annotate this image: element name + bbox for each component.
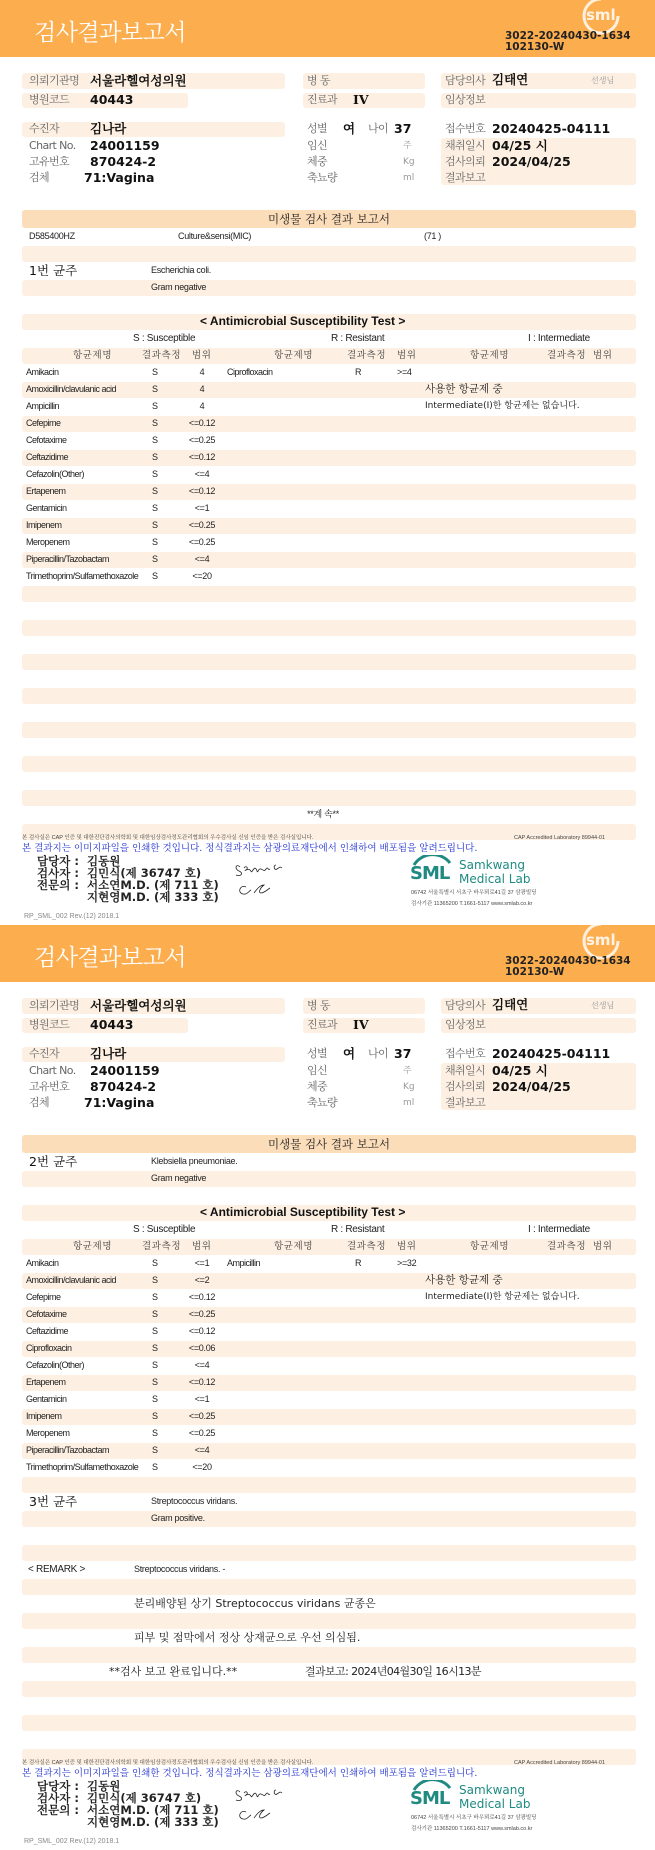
- cert-text: 본 검사실은 CAP 인증 및 대한진단검사의학회 및 대한임상검사정도관리협회의 우수검사실 신임 인증을 받은 검사실입니다.: [22, 1760, 314, 1766]
- row-stripe: [22, 1511, 636, 1527]
- info-id-label: 고유번호: [29, 155, 70, 168]
- drug-range: <=0.12: [188, 452, 216, 462]
- drug-range: <=4: [194, 469, 210, 479]
- drug-range: <=0.12: [188, 1292, 216, 1302]
- info-id-label: 고유번호: [29, 1080, 70, 1093]
- drug-result: S: [152, 571, 158, 581]
- drug-result: S: [152, 554, 158, 564]
- info-reported-label: 결과보고: [445, 171, 486, 184]
- row-stripe: [22, 620, 636, 636]
- isolate-gram: Gram negative: [151, 1173, 207, 1183]
- legend-susceptible: S : Susceptible: [133, 1224, 196, 1235]
- header-result: 결과측정: [142, 1241, 182, 1252]
- isolate-organism: Streptococcus viridans.: [151, 1496, 238, 1506]
- info-id: 870424-2: [90, 154, 157, 169]
- drug-name: Piperacillin/Tazobactam: [26, 1445, 110, 1455]
- drug-name: Ciprofloxacin: [227, 367, 273, 377]
- info-doctor-label: 담당의사: [445, 999, 486, 1012]
- legend-intermediate: I : Intermediate: [528, 333, 590, 344]
- drug-range: <=0.12: [188, 1377, 216, 1387]
- drug-result: S: [152, 1445, 158, 1455]
- drug-name: Imipenem: [26, 1411, 62, 1421]
- row-stripe: [22, 790, 636, 806]
- drug-name: Gentamicin: [26, 1394, 67, 1404]
- drug-result: S: [152, 1360, 158, 1370]
- header-range: 범위: [192, 350, 212, 361]
- row-stripe: [22, 348, 636, 364]
- order-code: D585400HZ: [29, 231, 75, 241]
- header-range: 범위: [593, 1241, 613, 1252]
- drug-name: Meropenem: [26, 537, 70, 547]
- order-specimen: (71 ): [424, 231, 442, 241]
- info-field-bg: [22, 1047, 285, 1062]
- drug-range: <=0.12: [188, 1326, 216, 1336]
- drug-result: S: [152, 1428, 158, 1438]
- info-urine-label: 축뇨량: [307, 1096, 338, 1109]
- logo-text: sml: [586, 931, 616, 949]
- info-dept-label: 진료과: [307, 1018, 338, 1031]
- drug-range: >=32: [397, 1258, 417, 1268]
- drug-name: Amikacin: [26, 1258, 59, 1268]
- report-title: 검사결과보고서: [34, 945, 187, 971]
- info-code-label: 병원코드: [29, 1018, 70, 1031]
- staff-role: 전문의 :: [37, 1803, 79, 1817]
- drug-name: Cefazolin(Other): [26, 1360, 85, 1370]
- form-number: RP_SML_002 Rev.(12) 2018.1: [24, 1838, 120, 1845]
- info-accession-label: 접수번호: [445, 1047, 486, 1060]
- logo-text: sml: [586, 6, 616, 24]
- row-stripe: [22, 1681, 636, 1697]
- continued-label: **계 속**: [307, 809, 339, 819]
- info-sex: 여: [343, 121, 356, 136]
- drug-name: Cefazolin(Other): [26, 469, 85, 479]
- row-stripe: [22, 1613, 636, 1629]
- section-title: 미생물 검사 결과 보고서: [267, 212, 391, 226]
- legend-resistant: R : Resistant: [331, 333, 385, 344]
- info-specimen-label: 검체: [29, 1096, 50, 1109]
- drug-result: S: [152, 486, 158, 496]
- drug-result: S: [152, 1326, 158, 1336]
- image-copy-notice: 본 결과지는 이미지파일을 인쇄한 것입니다. 정식결과지는 삼광의료재단에서 인쇄하여 배포됨을 알려드립니다.: [22, 1768, 478, 1779]
- isolate-label: 2번 균주: [29, 1154, 78, 1169]
- info-chart: 24001159: [90, 138, 160, 153]
- drug-range: <=1: [194, 1258, 210, 1268]
- info-doctor: 김태연: [492, 72, 529, 87]
- drug-name: Ampicillin: [26, 401, 60, 411]
- drug-range: <=4: [194, 1445, 210, 1455]
- staff-name: 김동원: [87, 1779, 121, 1793]
- info-hospital: 서울라헬여성의원: [90, 73, 187, 88]
- drug-result: S: [152, 1275, 158, 1285]
- ast-note: 사용한 항균제 중: [425, 1274, 503, 1286]
- row-stripe: [22, 1647, 636, 1663]
- header-antibiotic: 항균제명: [470, 1241, 510, 1252]
- drug-name: Amoxicillin/clavulanic acid: [26, 384, 117, 394]
- info-ward-label: 병 동: [307, 999, 330, 1012]
- isolate-organism: Klebsiella pneumoniae.: [151, 1156, 238, 1166]
- drug-result: S: [152, 520, 158, 530]
- info-weight-unit: Kg: [403, 157, 415, 167]
- drug-range: <=20: [192, 571, 212, 581]
- info-collected: 04/25 시: [492, 1063, 548, 1078]
- header-result: 결과측정: [347, 1241, 387, 1252]
- row-stripe: [22, 1443, 636, 1459]
- report-complete: **검사 보고 완료입니다.**: [109, 1665, 238, 1678]
- section-title: 미생물 검사 결과 보고서: [267, 1137, 391, 1151]
- row-stripe: [22, 1375, 636, 1391]
- logo-mark: SML: [410, 1788, 450, 1809]
- image-copy-notice: 본 결과지는 이미지파일을 인쇄한 것입니다. 정식결과지는 삼광의료재단에서 인쇄하여 배포됨을 알려드립니다.: [22, 843, 478, 854]
- info-chart: 24001159: [90, 1063, 160, 1078]
- lab-registration: 검사기관 11365200 T.1661-5117 www.smlab.co.kr: [411, 901, 533, 907]
- drug-result: R: [355, 1258, 362, 1268]
- order-test: Culture&sensi(MIC): [178, 231, 252, 241]
- info-pregnancy-unit: 주: [403, 1066, 412, 1076]
- signature-image: [232, 1780, 292, 1826]
- drug-range: 4: [199, 384, 205, 394]
- info-requested: 2024/04/25: [492, 154, 571, 169]
- drug-range: <=2: [194, 1275, 210, 1285]
- drug-range: <=0.25: [188, 1428, 216, 1438]
- drug-name: Cefepime: [26, 1292, 61, 1302]
- info-hospital-label: 의뢰기관명: [29, 999, 80, 1012]
- info-chart-label: Chart No.: [29, 139, 76, 152]
- staff-role: 담당자 :: [37, 1779, 79, 1793]
- info-specimen-label: 검체: [29, 171, 50, 184]
- row-stripe: [22, 1239, 636, 1255]
- drug-range: <=0.12: [188, 418, 216, 428]
- drug-range: <=4: [194, 554, 210, 564]
- header-antibiotic: 항균제명: [470, 350, 510, 361]
- row-stripe: [22, 246, 636, 262]
- header-antibiotic: 항균제명: [73, 1241, 113, 1252]
- info-specimen: 71:Vagina: [84, 170, 155, 185]
- staff-name: 김민식(제 36747 호): [87, 866, 202, 880]
- drug-range: <=0.25: [188, 435, 216, 445]
- info-collected-label: 채취일시: [445, 1064, 486, 1077]
- info-specimen: 71:Vagina: [84, 1095, 155, 1110]
- info-dept: IV: [353, 1017, 369, 1032]
- staff-name: 지현영M.D. (제 333 호): [87, 890, 219, 904]
- drug-name: Trimethoprim/Sulfamethoxazole: [26, 1462, 139, 1472]
- row-stripe: [22, 1715, 636, 1731]
- staff-name: 서소연M.D. (제 711 호): [87, 1803, 219, 1817]
- info-patient-label: 수진자: [29, 122, 60, 135]
- info-field-bg: [22, 122, 285, 137]
- info-code: 40443: [90, 92, 134, 107]
- drug-result: S: [152, 503, 158, 513]
- header-result: 결과측정: [547, 350, 587, 361]
- drug-range: <=0.25: [188, 537, 216, 547]
- logo-mark: SML: [410, 863, 450, 884]
- sml-logo-icon: [578, 920, 624, 960]
- info-collected-label: 채취일시: [445, 139, 486, 152]
- row-stripe: [22, 280, 636, 296]
- isolate-label: 3번 균주: [29, 1494, 78, 1509]
- info-dept-label: 진료과: [307, 93, 338, 106]
- drug-result: S: [152, 452, 158, 462]
- ast-note: Intermediate(I)한 항균제는 없습니다.: [425, 401, 580, 411]
- signature-image: [232, 855, 292, 901]
- row-stripe: [22, 756, 636, 772]
- info-age: 37: [394, 1046, 412, 1061]
- drug-range: <=20: [192, 1462, 212, 1472]
- isolate-label: 1번 균주: [29, 263, 78, 278]
- drug-result: S: [152, 384, 158, 394]
- info-clinical-label: 임상정보: [445, 93, 486, 106]
- row-stripe: [22, 1409, 636, 1425]
- drug-range: >=4: [397, 367, 412, 377]
- info-pregnancy-label: 임신: [307, 1064, 328, 1077]
- info-requested-label: 검사의뢰: [445, 1080, 486, 1093]
- drug-name: Trimethoprim/Sulfamethoxazole: [26, 571, 139, 581]
- staff-name: 지현영M.D. (제 333 호): [87, 1815, 219, 1829]
- report-title: 검사결과보고서: [34, 20, 187, 46]
- cert-text: 본 검사실은 CAP 인증 및 대한진단검사의학회 및 대한임상검사정도관리협회의 우수검사실 신임 인증을 받은 검사실입니다.: [22, 835, 314, 841]
- form-number: RP_SML_002 Rev.(12) 2018.1: [24, 913, 120, 920]
- info-doctor-label: 담당의사: [445, 74, 486, 87]
- info-sex: 여: [343, 1046, 356, 1061]
- lab-registration: 검사기관 11365200 T.1661-5117 www.smlab.co.kr: [411, 1826, 533, 1832]
- lab-address: 06742 서울특별시 서초구 바우뫼로41길 37 삼광빌딩: [411, 1815, 537, 1821]
- drug-range: <=1: [194, 503, 210, 513]
- legend-resistant: R : Resistant: [331, 1224, 385, 1235]
- row-stripe: [22, 416, 636, 432]
- drug-result: S: [152, 367, 158, 377]
- header-result: 결과측정: [347, 350, 387, 361]
- drug-range: 4: [199, 367, 205, 377]
- info-patient: 김나라: [90, 121, 127, 136]
- drug-result: S: [152, 1462, 158, 1472]
- drug-range: <=1: [194, 1394, 210, 1404]
- logo-line1: Samkwang: [459, 858, 525, 872]
- ast-title: < Antimicrobial Susceptibility Test >: [200, 314, 406, 328]
- drug-result: S: [152, 1292, 158, 1302]
- drug-name: Amoxicillin/clavulanic acid: [26, 1275, 117, 1285]
- staff-name: 김동원: [87, 854, 121, 868]
- info-collected: 04/25 시: [492, 138, 548, 153]
- info-dept: IV: [353, 92, 369, 107]
- staff-role: 담당자 :: [37, 854, 79, 868]
- cap-accreditation: CAP Accredited Laboratory 89944-01: [514, 835, 606, 841]
- header-antibiotic: 항균제명: [274, 1241, 314, 1252]
- row-stripe: [22, 450, 636, 466]
- report-sub-number: 102130-W: [505, 966, 565, 978]
- info-requested-label: 검사의뢰: [445, 155, 486, 168]
- drug-name: Piperacillin/Tazobactam: [26, 554, 110, 564]
- header-range: 범위: [397, 350, 417, 361]
- drug-name: Imipenem: [26, 520, 62, 530]
- info-urine-label: 축뇨량: [307, 171, 338, 184]
- report-number: 3022-20240430-1634: [505, 955, 631, 967]
- lab-address: 06742 서울특별시 서초구 바우뫼로41길 37 삼광빌딩: [411, 890, 537, 896]
- header-result: 결과측정: [142, 350, 182, 361]
- info-urine-unit: ml: [403, 173, 415, 183]
- row-stripe: [22, 1307, 636, 1323]
- row-stripe: [22, 552, 636, 568]
- drug-name: Gentamicin: [26, 503, 67, 513]
- drug-range: 4: [199, 401, 205, 411]
- staff-name: 서소연M.D. (제 711 호): [87, 878, 219, 892]
- staff-name: 김민식(제 36747 호): [87, 1791, 202, 1805]
- info-accession-label: 접수번호: [445, 122, 486, 135]
- row-stripe: [22, 586, 636, 602]
- ast-note: Intermediate(I)한 항균제는 없습니다.: [425, 1292, 580, 1302]
- drug-name: Ceftazidime: [26, 452, 69, 462]
- remark-line: 피부 및 점막에서 정상 상재균으로 우선 의심됨.: [134, 1631, 361, 1644]
- remark-label: < REMARK >: [28, 1564, 86, 1575]
- drug-result: S: [152, 469, 158, 479]
- info-urine-unit: ml: [403, 1098, 415, 1108]
- info-weight-label: 체중: [307, 155, 328, 168]
- info-chart-label: Chart No.: [29, 1064, 76, 1077]
- row-stripe: [22, 484, 636, 500]
- drug-range: <=4: [194, 1360, 210, 1370]
- drug-result: S: [152, 1343, 158, 1353]
- info-patient-label: 수진자: [29, 1047, 60, 1060]
- drug-range: <=0.25: [188, 1309, 216, 1319]
- info-id: 870424-2: [90, 1079, 157, 1094]
- drug-result: S: [152, 1258, 158, 1268]
- sml-medical-lab-logo: [408, 1780, 458, 1812]
- drug-result: S: [152, 401, 158, 411]
- row-stripe: [22, 1545, 636, 1561]
- remark-line: Streptococcus viridans. -: [134, 1564, 226, 1574]
- staff-role: 검사자 :: [37, 866, 79, 880]
- logo-line2: Medical Lab: [459, 1797, 531, 1811]
- info-age-label: 나이: [368, 1047, 389, 1060]
- drug-name: Cefepime: [26, 418, 61, 428]
- info-clinical-label: 임상정보: [445, 1018, 486, 1031]
- remark-line: 분리배양된 상기 Streptococcus viridans 균종은: [134, 1597, 376, 1610]
- drug-name: Cefotaxime: [26, 1309, 67, 1319]
- info-pregnancy-label: 임신: [307, 139, 328, 152]
- logo-line1: Samkwang: [459, 1783, 525, 1797]
- header-range: 범위: [192, 1241, 212, 1252]
- info-doctor: 김태연: [492, 997, 529, 1012]
- legend-susceptible: S : Susceptible: [133, 333, 196, 344]
- drug-result: S: [152, 1411, 158, 1421]
- info-patient: 김나라: [90, 1046, 127, 1061]
- info-accession: 20240425-04111: [492, 121, 611, 136]
- row-stripe: [22, 722, 636, 738]
- drug-range: <=0.12: [188, 486, 216, 496]
- header-result: 결과측정: [547, 1241, 587, 1252]
- info-hospital: 서울라헬여성의원: [90, 998, 187, 1013]
- header-antibiotic: 항균제명: [274, 350, 314, 361]
- row-stripe: [22, 518, 636, 534]
- drug-name: Ertapenem: [26, 1377, 66, 1387]
- report-number: 3022-20240430-1634: [505, 30, 631, 42]
- legend-intermediate: I : Intermediate: [528, 1224, 590, 1235]
- info-sex-label: 성별: [307, 122, 328, 135]
- info-code-label: 병원코드: [29, 93, 70, 106]
- isolate-organism: Escherichia coli.: [151, 265, 211, 275]
- report-time: 결과보고: 2024년04월30일 16시13분: [305, 1665, 481, 1678]
- info-doctor-suffix: 선생님: [591, 76, 615, 85]
- drug-result: S: [152, 435, 158, 445]
- drug-name: Meropenem: [26, 1428, 70, 1438]
- drug-range: <=0.25: [188, 1411, 216, 1421]
- row-stripe: [22, 688, 636, 704]
- report-page: [0, 925, 655, 1850]
- drug-name: Ertapenem: [26, 486, 66, 496]
- isolate-gram: Gram negative: [151, 282, 207, 292]
- isolate-gram: Gram positive.: [151, 1513, 205, 1523]
- ast-note: 사용한 항균제 중: [425, 383, 503, 395]
- info-sex-label: 성별: [307, 1047, 328, 1060]
- row-stripe: [22, 1341, 636, 1357]
- staff-role: 검사자 :: [37, 1791, 79, 1805]
- drug-name: Amikacin: [26, 367, 59, 377]
- report-sub-number: 102130-W: [505, 41, 565, 53]
- drug-name: Ampicillin: [227, 1258, 261, 1268]
- info-weight-label: 체중: [307, 1080, 328, 1093]
- sml-medical-lab-logo: [408, 855, 458, 887]
- drug-result: R: [355, 367, 362, 377]
- info-accession: 20240425-04111: [492, 1046, 611, 1061]
- row-stripe: [22, 1171, 636, 1187]
- info-hospital-label: 의뢰기관명: [29, 74, 80, 87]
- info-age: 37: [394, 121, 412, 136]
- info-pregnancy-unit: 주: [403, 141, 412, 151]
- row-stripe: [22, 1579, 636, 1595]
- info-ward-label: 병 동: [307, 74, 330, 87]
- header-range: 범위: [397, 1241, 417, 1252]
- drug-name: Ciprofloxacin: [26, 1343, 72, 1353]
- drug-name: Ceftazidime: [26, 1326, 69, 1336]
- drug-result: S: [152, 1394, 158, 1404]
- cap-accreditation: CAP Accredited Laboratory 89944-01: [514, 1760, 606, 1766]
- drug-result: S: [152, 418, 158, 428]
- info-requested: 2024/04/25: [492, 1079, 571, 1094]
- info-doctor-suffix: 선생님: [591, 1001, 615, 1010]
- drug-result: S: [152, 1377, 158, 1387]
- drug-result: S: [152, 1309, 158, 1319]
- row-stripe: [22, 1477, 636, 1493]
- header-antibiotic: 항균제명: [73, 350, 113, 361]
- info-weight-unit: Kg: [403, 1082, 415, 1092]
- header-range: 범위: [593, 350, 613, 361]
- logo-line2: Medical Lab: [459, 872, 531, 886]
- ast-title: < Antimicrobial Susceptibility Test >: [200, 1205, 406, 1219]
- drug-range: <=0.25: [188, 520, 216, 530]
- drug-result: S: [152, 537, 158, 547]
- staff-role: 전문의 :: [37, 878, 79, 892]
- info-age-label: 나이: [368, 122, 389, 135]
- drug-name: Cefotaxime: [26, 435, 67, 445]
- row-stripe: [22, 654, 636, 670]
- drug-range: <=0.06: [188, 1343, 216, 1353]
- info-code: 40443: [90, 1017, 134, 1032]
- info-reported-label: 결과보고: [445, 1096, 486, 1109]
